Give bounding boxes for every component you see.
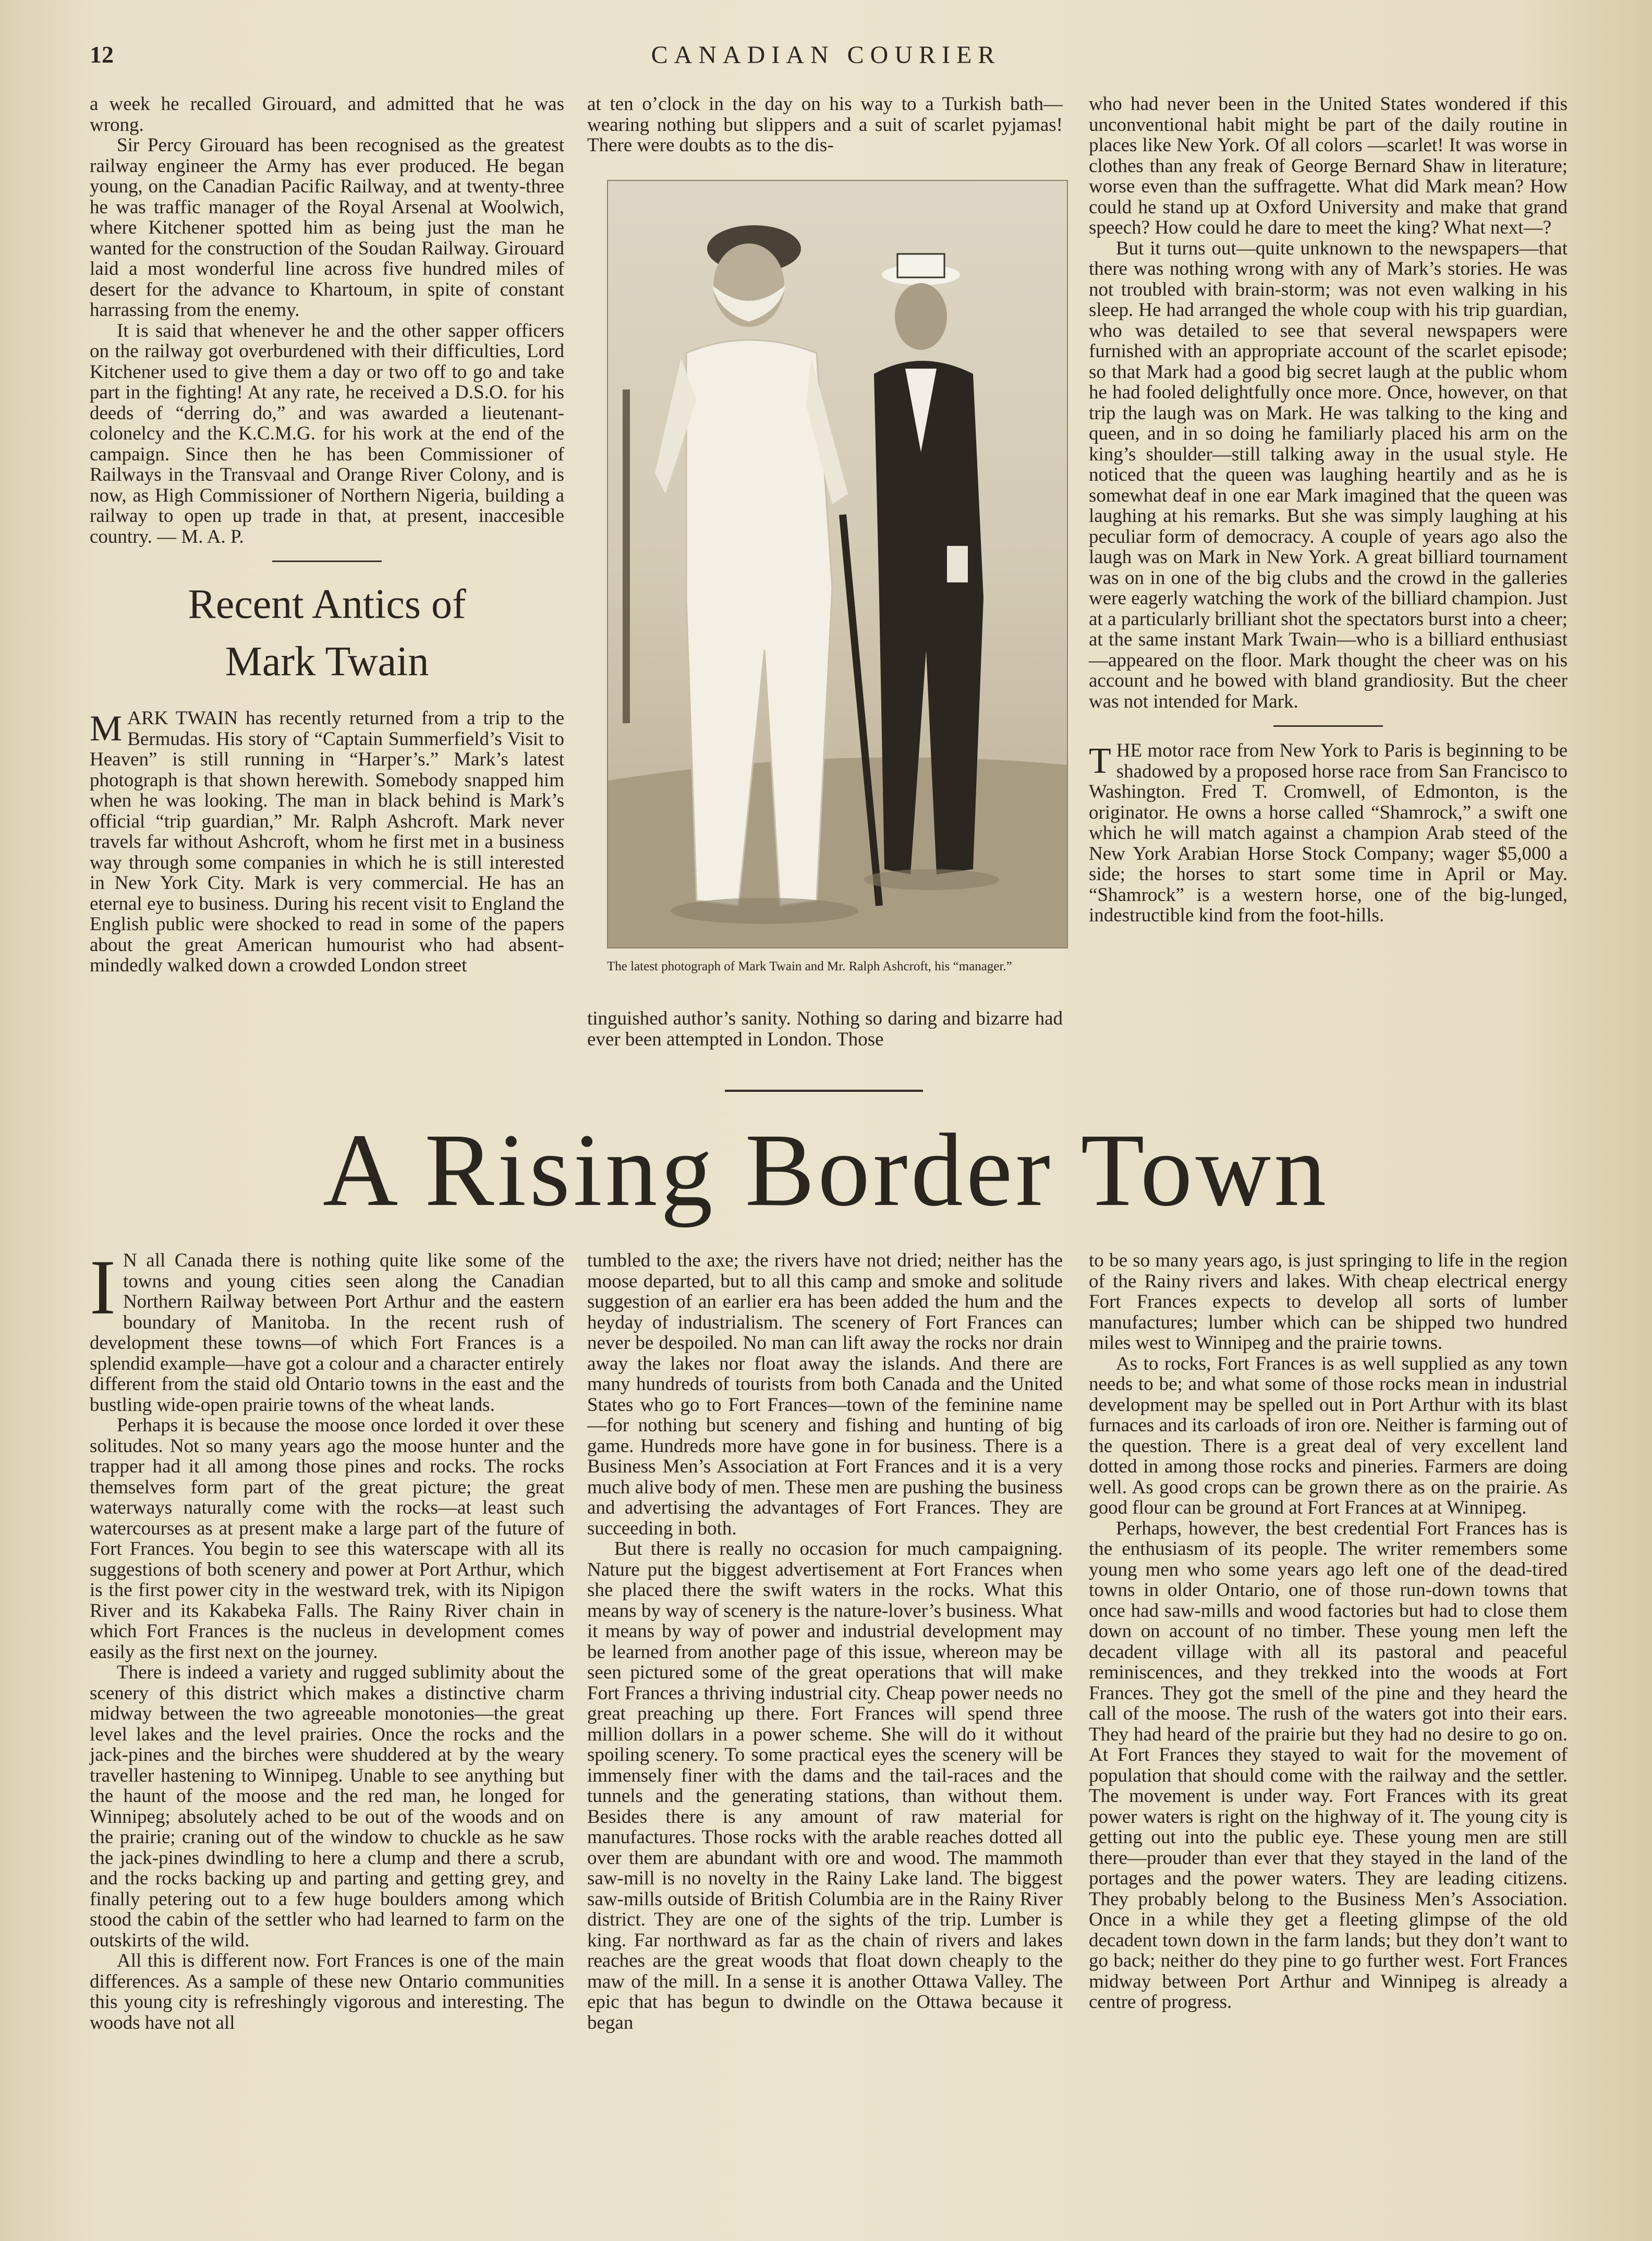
page-header [0,41,1652,72]
paragraph: I N all Canada there is nothing quite like some of the towns and young cities seen along the Canadian Northern Railway between Port Arthur and the eastern boundary of Manitoba. In the recent rush of development these towns—of which Fort Frances is a splendid example—have got a colour and a character entirely different from the staid old Ontario towns in the east and the bustling wide-open prairie towns of the wheat lands. [90,1244,564,1416]
drop-cap: M [90,709,123,749]
paragraph: There is indeed a variety and rugged sublimity about the scenery of this district which makes a distinctive charm midway between the two agreeable monotonies—the great level lakes and the level prairies. Once the rocks and the jack-pines and the birches were shuddered at by the weary traveller hastening to Winnipeg. Unable to see anything but the haunt of the moose and the red man, he longed for Winnipeg; absolutely ached to be out of the woods and on the prairie; craning out of the window to chuckle as he saw the jack-pines dwindling to here a clump and there a scrub, and the rocks backing up and parting and getting grey, and finally petering out to a few huge boulders among which stood the cabin of the settler who had learned to farm on the outskirts of the wild. [90,1662,564,1951]
paragraph: Perhaps, however, the best credential Fort Frances has is the enthusiasm of its people. The writer remembers some young men who some years ago left one of the dead-tired towns in older Ontario, one of those run-down towns that once had saw-mills and wood factories but had to close them down on account of no timber. These young men left the decadent village with all its pastoral and peaceful reminiscences, and they trekked into the woods at Fort Frances. They got the smell of the pine and they heard the call of the moose. The rush of the waters got into their ears. They had heard of the prairie but they had no desire to go on. At Fort Frances they stayed to wait for the movement of population that should come with the railway and the settler. The movement is under way. Fort Frances with its great power waters is right on the highway of it. The young city is getting out into the public eye. These young men are still there—prouder than ever that they stayed in the land of the portages and the power waters. They are leading citizens. They probably belong to the Business Men’s Association. Once in a while they get a fleeting glimpse of the old decadent town down in the farm lands; but they don’t want to go back; neither do they pine to go further west. Fort Frances midway between Port Arthur and Winnipeg is already a centre of progress. [1089,1517,1568,2013]
drop-cap: T [1089,741,1111,781]
column-2-bottom [587,1008,1063,1050]
paragraph: It is said that whenever he and the other sapper officers on the railway got overburdened with their difficulties, Lord Kitchener used to give them a day or two off to go and take part in the fighting! At any rate, he received a D.S.O. for his deeds of “derring do,” and was awarded a lieutenant-colonelcy and the K.C.M.G. for his work at the end of the campaign. Since then he has been Commissioner of Railways in the Transvaal and Orange River Colony, and is now, as High Commissioner of Northern Nigeria, building a railway to open up trade in that, at present, inaccesible country. — M. A. P. [90,320,564,547]
twain-paragraph: MARK TWAIN has recently returned from a trip to the Bermudas. His story of “Captain Summerfield’s Visit to Heaven” is still running in “Harper’s.” Mark’s latest photograph is that shown herewith. Somebody snapped him when he was looking. The man in black behind is Mark’s official “trip guardian,” Mr. Ralph Ashcroft. Mark never travels far without Ashcroft, whom he first met in a business way through some companies in which he is still interested in New York City. Mark is very commercial. He has an eternal eye to business. During his recent visit to England the English public were shocked to read in some of the papers about the great American humourist who had absent-mindedly walked down a crowded London street [90,708,564,976]
paragraph: As to rocks, Fort Frances is as well supplied as any town needs to be; and what some of those rocks mean in industrial development may be spelled out in Port Arthur with its blast furnaces and its carloads of iron ore. Neither is farming out of the question. There is a great deal of very excellent land dotted in among those rocks and pineries. Farmers are doing well. As good crops can be grown there as on the prairie. As good flour can be ground at Fort Frances at at Winnipeg. [1089,1353,1568,1518]
drop-cap: I [90,1244,116,1331]
border-town-column-3 [1089,1250,1568,2013]
border-town-column-1 [90,1244,564,2033]
column-2-top [587,94,1063,156]
column-1 [90,94,564,976]
page-number: 12 [90,41,114,68]
masthead: CANADIAN COURIER [651,41,1001,69]
race-paragraph: THE motor race from New York to Paris is beginning to be shadowed by a proposed horse race from San Francisco to Washington. Fred T. Cromwell, of Edmonton, is the originator. He owns a horse called “Shamrock,” a swift one which he will match against a champion Arab steed of the New York Arabian Horse Stock Company; wager $5,000 a side; the horses to start some time in April or May. “Shamrock” is a western horse, one of the big-lunged, indestructible kind from the foot-hills. [1089,740,1568,926]
section-divider [1273,725,1383,727]
paragraph: All this is different now. Fort Frances is one of the main differences. As a sample of these new Ontario communities this young city is refreshingly vigorous and interesting. The woods have not all [90,1950,564,2033]
paragraph: tumbled to the axe; the rivers have not dried; neither has the moose departed, but to all this camp and smoke and solitude suggestion of an earlier era has been added the hum and the heyday of industrialism. The scenery of Fort Frances can never be despoiled. No man can lift away the rocks nor drain away the lakes nor float away the islands. And there are many hundreds of tourists from both Canada and the United States who go to Fort Frances—town of the feminine name—for nothing but scenery and fishing and hunting of big game. Hundreds more have gone in for business. There is a Business Men’s Association at Fort Frances and it is a very much alive body of men. These men are pushing the business and advertising the advantages of Fort Frances. They are succeeding in both. [587,1250,1063,1539]
paragraph: Sir Percy Girouard has been recognised as the greatest railway engineer the Army has ever produced. He began young, on the Canadian Pacific Railway, and at twenty-three he was traffic manager of the Royal Arsenal at Woolwich, where Kitchener spotted him as being just the man he wanted for the construction of the Soudan Railway. Girouard laid a most wonderful line across five hundred miles of desert for the advance to Khartoum, in spite of constant harrassing from the enemy. [90,135,564,321]
paragraph: at ten o’clock in the day on his way to a Turkish bath—wearing nothing but slippers and a suit of scarlet pyjamas! There were doubts as to the dis- [587,93,1063,156]
section-divider [725,1090,923,1092]
paragraph: to be so many years ago, is just springing to life in the region of the Rainy rivers and lakes. With cheap electrical energy Fort Frances expects to develop all sorts of lumber manufactures; lumber which can be shipped two hundred miles west to Winnipeg and the prairie towns. [1089,1250,1568,1354]
border-town-column-2 [587,1250,1063,2033]
paragraph: a week he recalled Girouard, and admitted that he was wrong. [90,93,564,136]
border-town-title: A Rising Border Town [322,1113,1330,1228]
photograph-mark-twain-ashcroft [607,180,1068,948]
paragraph: Perhaps it is because the moose once lorded it over these solitudes. Not so many years ago the moose hunter and the trapper had it all among those pines and rocks. The rocks themselves form part of the great picture; the great waterways naturally come with the rocks—at least such watercourses as at present make a large part of the future of Fort Frances. You begin to see this waterscape with all its suggestions of both scenery and power at Port Arthur, which is the first power city in the westward trek, with its Nipigon River and its Kakabeka Falls. The Rainy River chain in which Fort Frances is the nucleus in development comes easily as the first next on the journey. [90,1415,564,1663]
section-divider [272,561,382,562]
paragraph: who had never been in the United States wondered if this unconventional habit might be part of the daily routine in places like New York. Of all colors —scarlet! It was worse in clothes than any freak of George Bernard Shaw in literature; worse even than the suffragette. What did Mark mean? How could he stand up at Oxford University and make that grand speech? How could he dare to meet the king? What next—? [1089,93,1568,238]
column-3 [1089,94,1568,926]
paragraph: But there is really no occasion for much campaigning. Nature put the biggest advertisement at Fort Frances when she placed there the swift waters in the rocks. What this means by way of scenery is the nature-lover’s business. What it means by way of power and industrial development may be learned from another page of this issue, whereon may be seen pictured some of the great operations that will make Fort Frances a thriving industrial city. Cheap power needs no great preaching up there. Fort Frances will spend three million dollars in a power scheme. She will do it without spoiling scenery. To some practical eyes the scenery will be immensely finer with the dams and the tail-races and the tunnels and the generating stations, than without them. Besides there is any amount of raw material for manufactures. Those rocks with the arable reaches dotted all over them are abundant with ore and wood. The mammoth saw-mill is no novelty in the Rainy Lake land. The biggest saw-mills outside of British Columbia are in the Rainy River district. They are one of the sights of the trip. Lumber is king. Far northward as far as the chain of rivers and lakes reaches are the great woods that float down cheaply to the maw of the mill. In a sense it is another Ottawa Valley. The epic that has begun to dwindle on the Ottawa because it began [587,1538,1063,2033]
twain-article-title: Recent Antics of Mark Twain [188,581,466,685]
paragraph: But it turns out—quite unknown to the newspapers—that there was nothing wrong with any of Mark’s stories. He was not troubled with brain-storm; was not even walking in his sleep. He had arranged the whole coup with his trip guardian, who was detailed to see that several newspapers were furnished with an appropriate account of the scarlet episode; so that Mark had a good big secret laugh at the public whom he had fooled delightfully once more. Once, however, on that trip the laugh was on Mark. He was talking to the king and queen, and in so doing he familiarly placed his arm on the king’s shoulder—still talking away in the usual style. He noticed that the queen was laughing heartily and as he is somewhat deaf in one ear Mark imagined that the queen was laughing at his remarks. But she was simply laughing at his peculiar form of democracy. A couple of years ago also the laugh was on Mark in New York. A great billiard tournament was on in one of the big clubs and the crowd in the galleries were eagerly watching the work of the billiard champion. Just at a particularly brilliant shot the spectators burst into a cheer; at the same instant Mark Twain—who is a billiard enthusiast—appeared on the floor. Mark thought the cheer was on his account and he bowed with bland grandiosity. But the cheer was not intended for Mark. [1089,237,1568,712]
photo-caption: The latest photograph of Mark Twain and Mr. Ralph Ashcroft, his “manager.” [607,959,1012,973]
photo-illustration [608,181,1067,947]
paragraph: tinguished author’s sanity. Nothing so daring and bizarre had ever been attempted in London. Those [587,1008,1063,1050]
